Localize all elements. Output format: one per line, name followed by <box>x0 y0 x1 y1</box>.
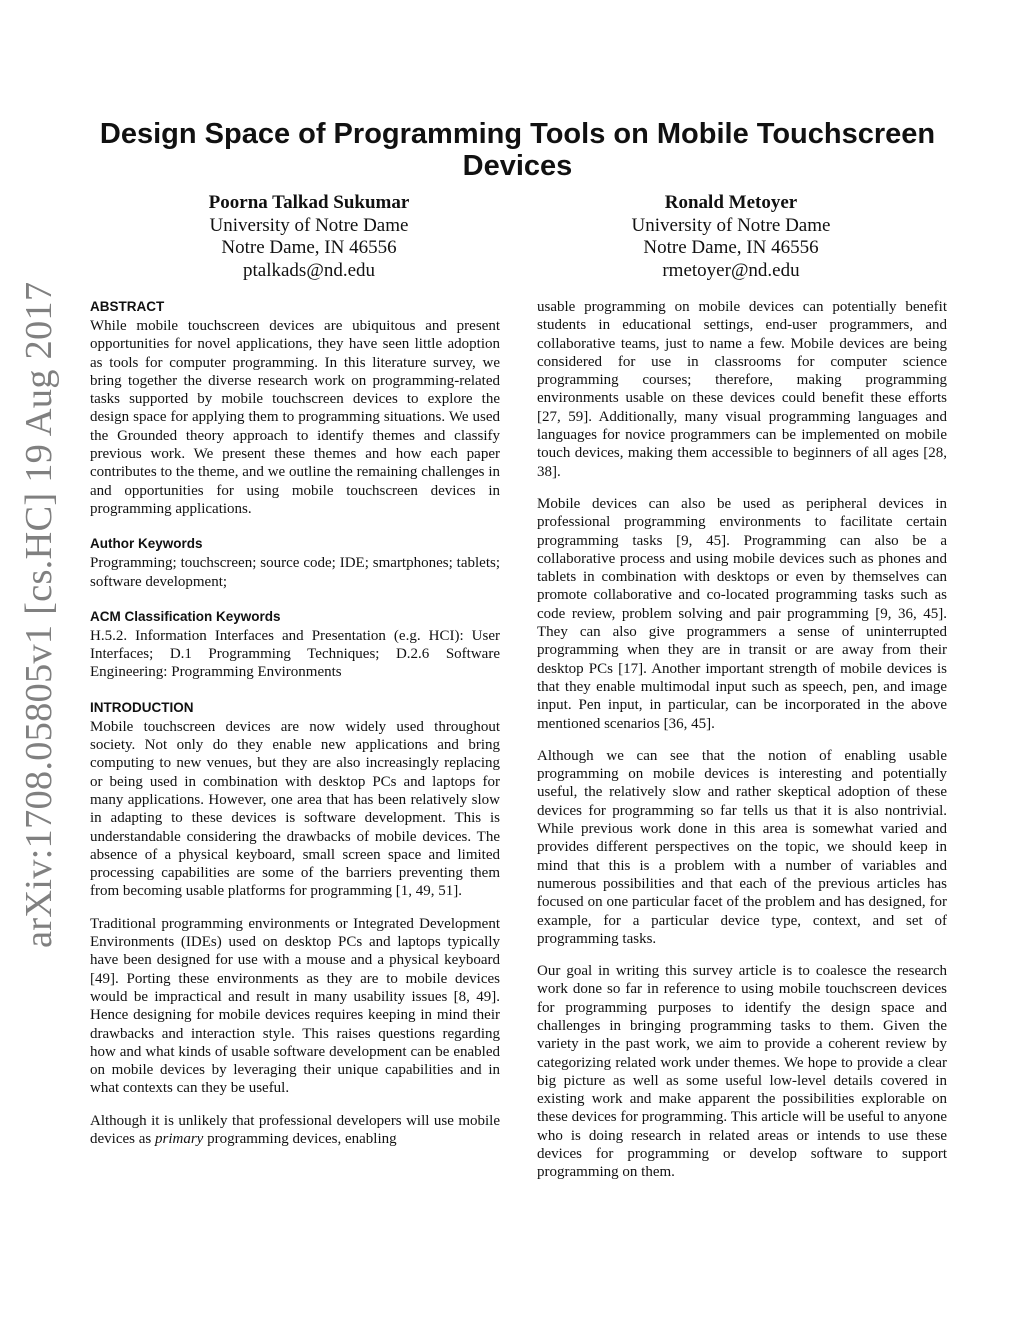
author-affiliation: University of Notre Dame <box>209 214 409 236</box>
left-column <box>90 298 500 1162</box>
acm-classification-text: H.5.2. Information Interfaces and Presentation (e.g. HCI): User Interfaces; D.1 Programming Techniques; D.2.6 Software Engineering: Programming Environments <box>90 627 500 681</box>
author-email: rmetoyer@nd.edu <box>662 259 800 281</box>
introduction-section <box>90 699 500 1149</box>
abstract-text: While mobile touchscreen devices are ubiquitous and present opportunities for novel applications, they have seen little adoption as tools for computer programming. In this literature survey, we bring together the diverse research work on programming-related tasks supported by mobile touchscreen devices to explore the design space for applying them to programming situations. We used the Grounded theory approach to identify themes and classify previous work. We present these themes and how each paper contributes to the theme, and we outline the remaining challenges in and opportunities for using mobile touchscreen devices in programming applications. <box>90 318 500 517</box>
author-name: Ronald Metoyer <box>664 192 798 213</box>
intro-paragraph-1: Mobile touchscreen devices are now widely used throughout society. Not only do they enable new applications and bring computing to new venues, but they are also increasingly replacing or being used in combination with desktop PCs and laptops for many applications. However, one area that has been relatively slow in adapting to these devices is software development. This is understandable considering the drawbacks of mobile devices. The absence of a physical keyboard, small screen space and limited processing capabilities are some of the barriers preventing them from becoming usable platforms for programming [1, 49, 51]. <box>90 718 500 900</box>
intro-paragraph-3-continued: usable programming on mobile devices can potentially benefit students in educational settings, end-user programmers, and collaborative teams, just to name a few. Mobile devices are being considered for use in classrooms for computer science programming courses; therefore, making programming environments usable on these devices could benefit these efforts [27, 59]. Additionally, many visual programming languages and languages for novice programmers can be implemented on mobile touch devices, making them accessible to beginners of all ages [28, 38]. <box>537 299 947 480</box>
author-block-1 <box>144 192 474 282</box>
author-keywords-heading: Author Keywords <box>90 536 203 552</box>
intro-paragraph-4: Mobile devices can also be used as peripheral devices in professional programming environments to facilitate certain programming tasks [9, 45]. Programming can also be a collaborative process and using mobile devices such as phones and tablets in combination with desktops or even by themselves can promote collaborative and co-located programming tasks such as code review, problem solving and pair programming [9, 36, 45]. They can also give programmers a sense of uninterrupted programming when they are in transit or are away from their desktop PCs [17]. Another important strength of mobile devices is that they enable multimodal input such as speech, pen, and image input. Pen input, in particular, can be incorporated in the above mentioned scenarios [36, 45]. <box>537 495 947 732</box>
author-keywords-section <box>90 535 500 591</box>
intro-p3-emphasis: primary <box>154 1130 204 1147</box>
author-keywords-text: Programming; touchscreen; source code; IDE; smartphones; tablets; software development; <box>90 555 500 590</box>
author-name: Poorna Talkad Sukumar <box>208 192 410 213</box>
acm-classification-section <box>90 608 500 682</box>
author-location: Notre Dame, IN 46556 <box>643 237 819 258</box>
intro-paragraph-3 <box>90 1112 500 1149</box>
author-email: ptalkads@nd.edu <box>243 259 375 281</box>
abstract-section <box>90 298 500 518</box>
arxiv-side-stamp <box>14 281 64 948</box>
author-location: Notre Dame, IN 46556 <box>221 237 397 258</box>
introduction-heading: INTRODUCTION <box>90 699 194 715</box>
right-column <box>537 298 947 1196</box>
acm-classification-heading: ACM Classification Keywords <box>90 608 281 624</box>
author-affiliation: University of Notre Dame <box>631 214 831 236</box>
intro-p3-continued: programming devices, enabling <box>203 1130 397 1147</box>
abstract-heading: ABSTRACT <box>90 299 165 314</box>
intro-p3-start: Although it is unlikely that professional developers will use mobile devices as <box>90 1112 500 1147</box>
paper-title: Design Space of Programming Tools on Mobile Touchscreen Devices <box>99 118 936 182</box>
intro-paragraph-2: Traditional programming environments or Integrated Development Environments (IDEs) used on desktop PCs and laptops typically have been designed for use with a mouse and a physical keyboard [49]. Porting these environments as they are to mobile devices would be impractical and result in many usability issues [8, 49]. Hence designing for mobile devices requires keeping in mind their drawbacks and interaction style. This raises questions regarding how and what kinds of usable software development can be enabled on mobile devices by leveraging their unique capabilities and in what contexts can they be useful. <box>90 915 500 1097</box>
intro-paragraph-5: Although we can see that the notion of enabling usable programming on mobile devices is interesting and potentially useful, the relatively slow and rather skeptical adoption of these devices for programming so far tells us that it is also nontrivial. While previous work done in this area is somewhat varied and provides different perspectives on the topic, we should keep in mind that this is a problem with a number of variables and numerous possibilities and that each of the previous articles has focused on one particular facet of the problem and has designed, for example, for a particular device type, context, and set of programming tasks. <box>537 747 947 947</box>
arxiv-identifier: arXiv:1708.05805v1 [cs.HC] 19 Aug 2017 <box>18 281 60 948</box>
author-block-2 <box>566 192 896 282</box>
intro-paragraph-6: Our goal in writing this survey article is to coalesce the research work done so far in reference to using mobile touchscreen devices for programming purposes to identify the design space and challenges in bringing programming tasks to them. Given the variety in the past work, we aim to provide a coherent review by categorizing related work under themes. We hope to provide a clear big picture as well as some useful low-level details covered in existing work and make apparent the possibilities explorable on these devices for programming. This article will be useful to anyone who is doing research in related areas or intends to use these devices for programming or develop software to support programming on them. <box>537 963 947 1181</box>
